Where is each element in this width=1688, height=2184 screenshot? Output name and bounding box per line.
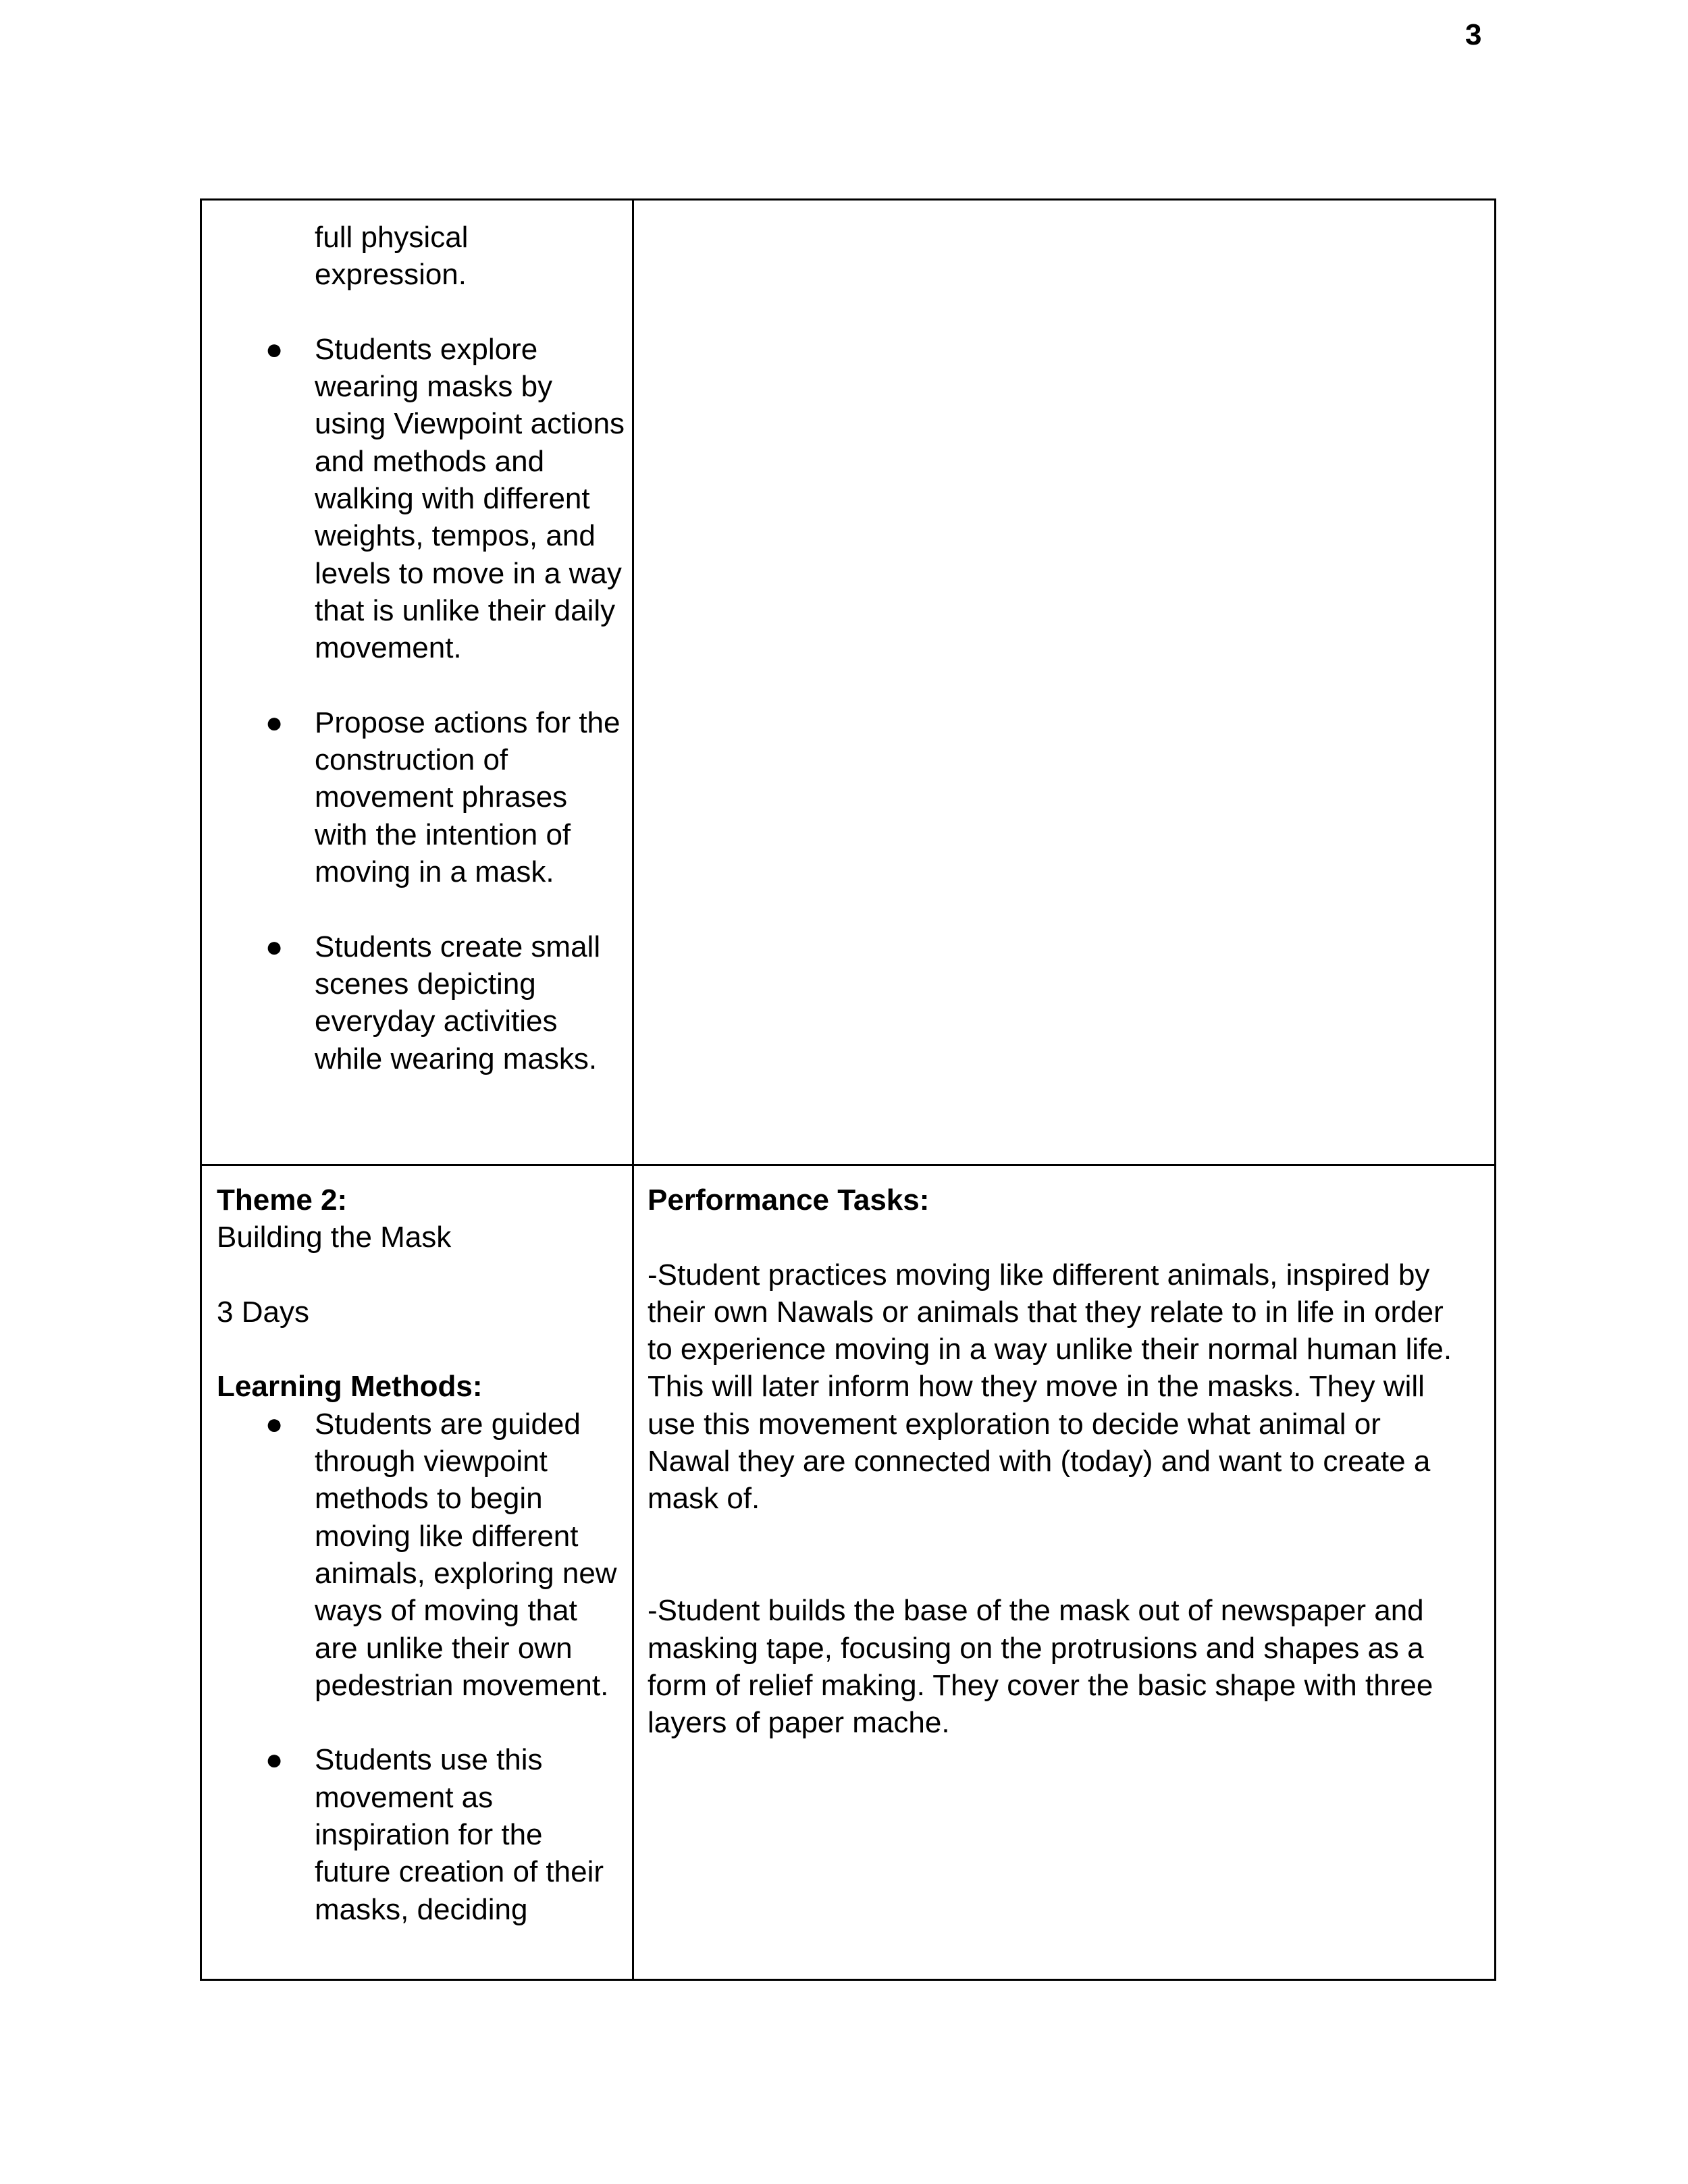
spacer xyxy=(217,1331,629,1368)
list-item xyxy=(265,1741,625,1927)
bullet-icon: ● xyxy=(265,930,284,963)
list-item-text: Students create small scenes depicting everyday activities while wearing masks. xyxy=(315,930,601,1075)
unit-plan-table xyxy=(200,198,1496,1981)
list-item xyxy=(265,928,625,1077)
learning-methods-heading: Learning Methods: xyxy=(217,1370,483,1404)
theme-duration: 3 Days xyxy=(217,1295,309,1329)
list-item-text: Students explore wearing masks by using Viewpoint actions and methods and walking with different weights, tempos, and levels to move in a way that is unlike their daily movement. xyxy=(315,332,625,665)
row-divider xyxy=(202,1164,1494,1166)
task-paragraph: -Student practices moving like different animals, inspired by their own Nawals or animals that they relate to in life in order to experience moving in a way unlike their normal human life. This will later inform how they move in the masks. They will use this movement exploration to decide what animal or Nawal they are connected with (today) and want to create a mask of. xyxy=(648,1258,1452,1516)
spacer xyxy=(648,1555,1485,1592)
list-item-text: Propose actions for the construction of movement phrases with the intention of moving in a mask. xyxy=(315,705,621,889)
list-item-text: Students are guided through viewpoint methods to begin moving like different animals, exploring new ways of moving that are unlike their own pedestrian movement. xyxy=(315,1407,617,1702)
task-paragraph: -Student builds the base of the mask out of newspaper and masking tape, focusing on the protrusions and shapes as a form of relief making. They cover the basic shape with three layers of paper mache. xyxy=(648,1594,1433,1740)
bullet-icon: ● xyxy=(265,1743,284,1777)
bullet-icon: ● xyxy=(265,332,284,366)
performance-tasks-heading: Performance Tasks: xyxy=(648,1183,930,1217)
performance-tasks-cell xyxy=(648,1181,1485,1741)
list-item xyxy=(265,704,625,890)
bullet-icon: ● xyxy=(265,1407,284,1441)
theme-title: Building the Mask xyxy=(217,1221,452,1254)
spacer xyxy=(217,1256,629,1294)
learning-methods-list xyxy=(265,1406,625,1928)
page-number: 3 xyxy=(1465,18,1482,51)
continued-lead-text: full physical expression. xyxy=(315,221,469,292)
list-item xyxy=(265,1406,625,1704)
bullet-icon: ● xyxy=(265,705,284,739)
list-item-text: Students use this movement as inspiration for the future creation of their masks, deciding xyxy=(315,1743,604,1926)
column-divider xyxy=(632,201,634,1979)
spacer xyxy=(648,1219,1485,1256)
spacer xyxy=(648,1518,1485,1555)
list-item xyxy=(265,331,625,667)
continued-bullet-list xyxy=(265,331,625,1077)
continued-cell xyxy=(265,219,625,1077)
theme-heading: Theme 2: xyxy=(217,1183,348,1217)
theme-cell xyxy=(217,1181,629,1928)
